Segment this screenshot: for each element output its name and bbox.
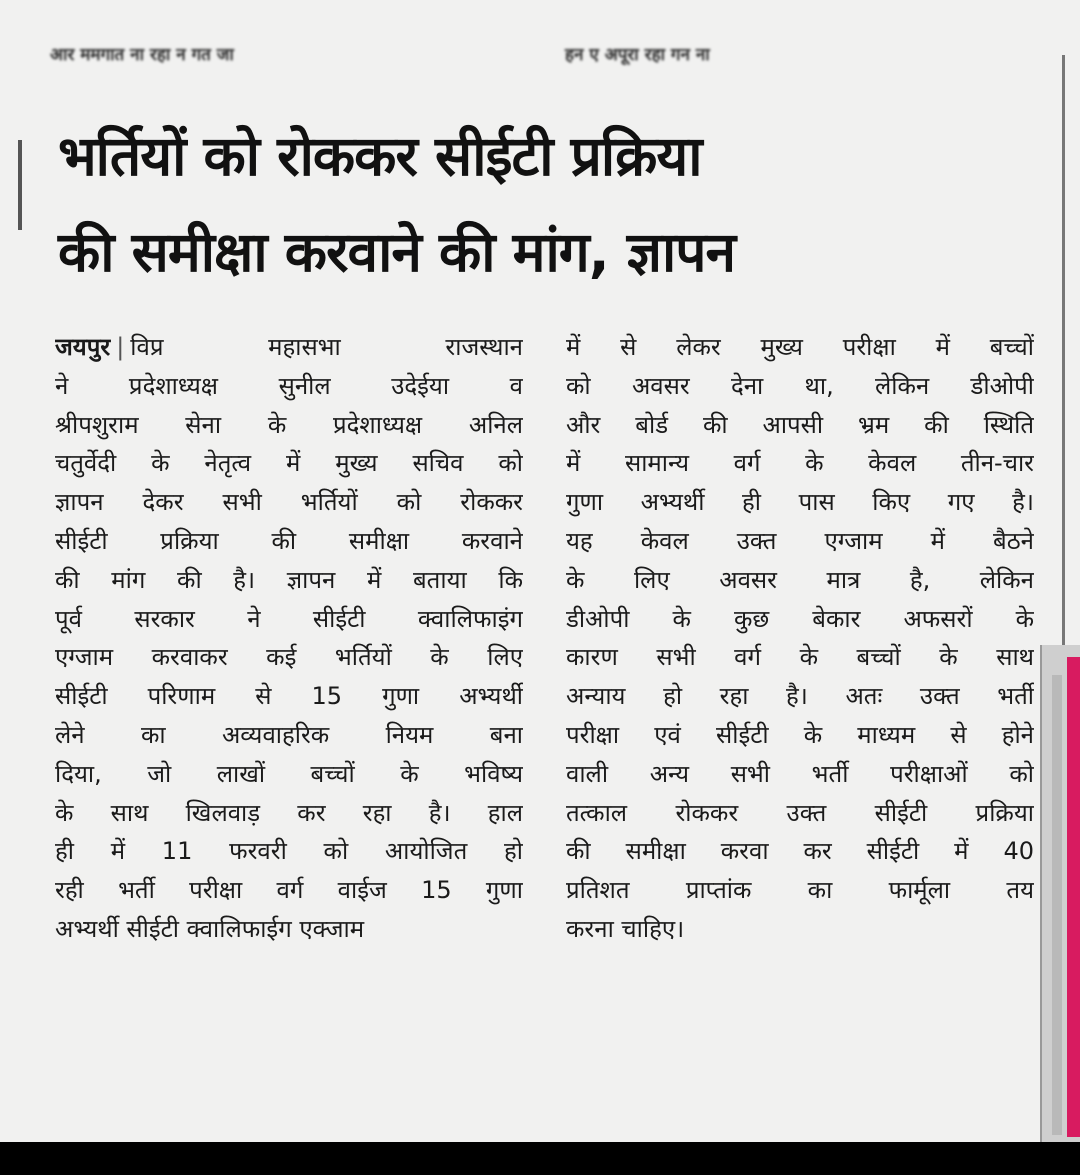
article-line: करना चाहिए। bbox=[566, 914, 685, 943]
article-line: तत्काल रोककर उक्त सीईटी प्रक्रिया bbox=[566, 798, 1034, 827]
article-line: सीईटी परिणाम से 15 गुणा अभ्यर्थी bbox=[55, 682, 523, 711]
article-line: चतुर्वेदी के नेतृत्व में मुख्य सचिव को bbox=[55, 449, 523, 478]
cut-off-text-right: हन ए अपूरा रहा गन ना bbox=[565, 45, 710, 65]
article-line: ज्ञापन देकर सभी भर्तियों को रोककर bbox=[55, 488, 523, 517]
article-column-2 bbox=[566, 328, 1034, 949]
article-line: यह केवल उक्त एग्जाम में बैठने bbox=[566, 526, 1034, 555]
article-line: अभ्यर्थी सीईटी क्वालिफाईग एक्जाम bbox=[55, 914, 365, 943]
adjacent-pink-panel bbox=[1067, 657, 1080, 1137]
article-line: परीक्षा एवं सीईटी के माध्यम से होने bbox=[566, 720, 1034, 749]
article-column-1 bbox=[55, 328, 523, 949]
headline-line-2: की समीक्षा करवाने की मांग, ज्ञापन bbox=[58, 220, 736, 284]
headline bbox=[58, 108, 1018, 300]
article-line: और बोर्ड की आपसी भ्रम की स्थिति bbox=[566, 410, 1034, 439]
article-line: रही भर्ती परीक्षा वर्ग वाईज 15 गुणा bbox=[55, 876, 523, 905]
article-line: पूर्व सरकार ने सीईटी क्वालिफाइंग bbox=[55, 604, 523, 633]
article-line: को अवसर देना था, लेकिन डीओपी bbox=[566, 371, 1034, 400]
article-line: ही में 11 फरवरी को आयोजित हो bbox=[55, 837, 523, 866]
article-line: प्रतिशत प्राप्तांक का फार्मूला तय bbox=[566, 876, 1034, 905]
adjacent-page-edge bbox=[1040, 645, 1080, 1142]
dateline-separator: | bbox=[116, 333, 125, 361]
article-line: श्रीपशुराम सेना के प्रदेशाध्यक्ष अनिल bbox=[55, 410, 523, 439]
article-line: में सामान्य वर्ग के केवल तीन-चार bbox=[566, 449, 1034, 478]
article-line: वाली अन्य सभी भर्ती परीक्षाओं को bbox=[566, 759, 1034, 788]
article-line: एग्जाम करवाकर कई भर्तियों के लिए bbox=[55, 643, 523, 672]
article-line: सीईटी प्रक्रिया की समीक्षा करवाने bbox=[55, 526, 523, 555]
cut-off-text-left: आर ममगात ना रहा न गत जा bbox=[50, 45, 234, 65]
article-line: ने प्रदेशाध्यक्ष सुनील उदेईया व bbox=[55, 371, 523, 400]
article-line bbox=[55, 328, 523, 367]
article-line: कारण सभी वर्ग के बच्चों के साथ bbox=[566, 643, 1034, 672]
screen-bottom-bar bbox=[0, 1142, 1080, 1175]
article-line: में से लेकर मुख्य परीक्षा में बच्चों bbox=[566, 333, 1034, 361]
cut-off-previous-article-strip bbox=[40, 40, 1040, 74]
headline-line-1: भर्तियों को रोककर सीईटी प्रक्रिया bbox=[58, 124, 702, 188]
article-line: दिया, जो लाखों बच्चों के भविष्य bbox=[55, 759, 523, 788]
article-line: लेने का अव्यवाहरिक नियम बना bbox=[55, 720, 523, 749]
adjacent-page-strip bbox=[1052, 675, 1062, 1135]
article-line: डीओपी के कुछ बेकार अफसरों के bbox=[566, 604, 1034, 633]
article-line: की मांग की है। ज्ञापन में बताया कि bbox=[55, 565, 523, 594]
left-column-rule bbox=[18, 140, 22, 230]
article-line: अन्याय हो रहा है। अतः उक्त भर्ती bbox=[566, 682, 1034, 711]
article-line-text: विप्र महासभा राजस्थान bbox=[130, 333, 523, 361]
dateline: जयपुर bbox=[55, 333, 111, 361]
article-line: गुणा अभ्यर्थी ही पास किए गए है। bbox=[566, 488, 1034, 517]
article-line: के लिए अवसर मात्र है, लेकिन bbox=[566, 565, 1034, 594]
article-line: के साथ खिलवाड़ कर रहा है। हाल bbox=[55, 798, 523, 827]
article-line: की समीक्षा करवा कर सीईटी में 40 bbox=[566, 837, 1034, 866]
